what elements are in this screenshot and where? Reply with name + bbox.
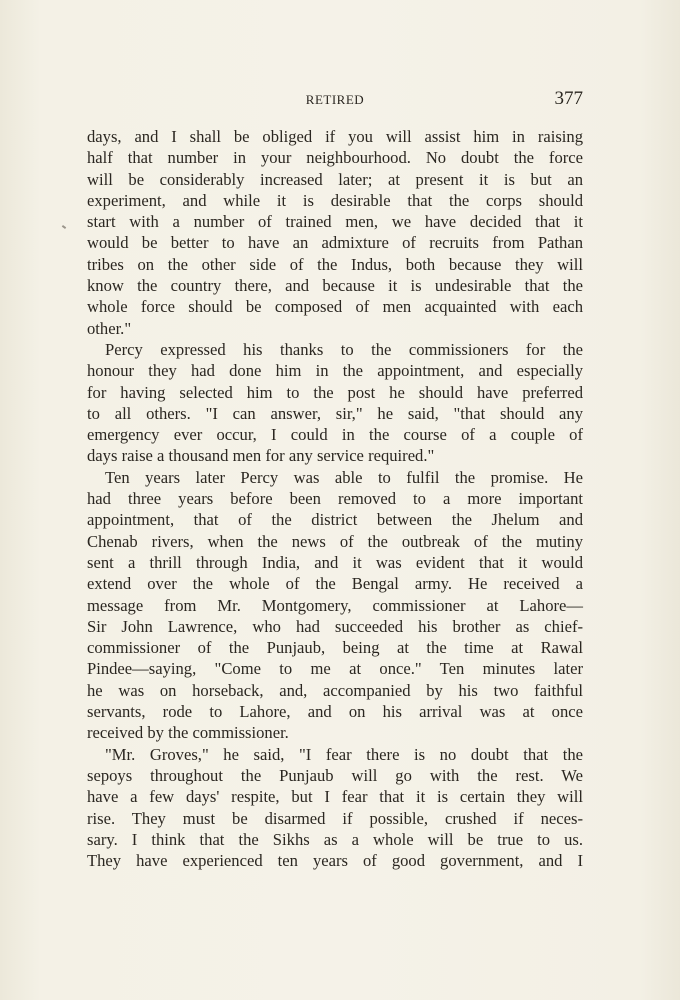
- text-line: would be better to have an admixture of recruits from Pathan: [87, 233, 583, 253]
- text-line: servants, rode to Lahore, and on his arrival was at once: [87, 702, 583, 722]
- text-line: They have experienced ten years of good government, and I: [87, 851, 583, 871]
- paper-speck: [62, 225, 66, 229]
- text-line: extend over the whole of the Bengal army. He received a: [87, 574, 583, 594]
- running-head: RETIRED: [305, 92, 365, 107]
- paragraph: [87, 339, 583, 467]
- text-line: Chenab rivers, when the news of the outbreak of the mutiny: [87, 531, 583, 551]
- text-line: emergency ever occur, I could in the course of a couple of: [87, 425, 583, 445]
- text-line: commissioner of the Punjaub, being at the time at Rawal: [87, 638, 583, 658]
- text-line: whole force should be composed of men acquainted with each: [87, 297, 583, 317]
- page-header: [87, 88, 583, 112]
- text-line: Pindee—saying, "Come to me at once." Ten minutes later: [87, 659, 583, 679]
- text-line: sent a thrill through India, and it was evident that it would: [87, 552, 583, 572]
- text-line: sary. I think that the Sikhs as a whole will be true to us.: [87, 829, 583, 849]
- text-line: message from Mr. Montgomery, commissioner at Lahore—: [87, 595, 583, 615]
- text-line: appointment, that of the district between the Jhelum and: [87, 510, 583, 530]
- paragraph: [87, 744, 583, 872]
- text-line: start with a number of trained men, we have decided that it: [87, 212, 583, 232]
- text-line: honour they had done him in the appointment, and especially: [87, 361, 583, 381]
- paragraph: [87, 467, 583, 744]
- text-line: had three years before been removed to a more important: [87, 489, 583, 509]
- text-line: will be considerably increased later; at present it is but an: [87, 169, 583, 189]
- text-line: half that number in your neighbourhood. No doubt the force: [87, 148, 583, 168]
- text-line: Ten years later Percy was able to fulfil the promise. He: [105, 467, 583, 487]
- text-line: tribes on the other side of the Indus, both because they will: [87, 254, 583, 274]
- text-line: other.": [87, 318, 132, 338]
- page-number: 377: [554, 88, 583, 109]
- text-line: experiment, and while it is desirable that the corps should: [87, 190, 583, 210]
- paragraph: [87, 126, 583, 339]
- text-line: rise. They must be disarmed if possible, crushed if neces-: [87, 808, 583, 828]
- text-line: days, and I shall be obliged if you will assist him in raising: [87, 127, 583, 146]
- text-line: he was on horseback, and, accompanied by his two faithful: [87, 680, 583, 700]
- text-line: know the country there, and because it is undesirable that the: [87, 276, 583, 296]
- text-line: have a few days' respite, but I fear that it is certain they will: [87, 787, 583, 807]
- text-line: to all others. "I can answer, sir," he said, "that should any: [87, 403, 583, 423]
- text-line: for having selected him to the post he should have preferred: [87, 382, 583, 402]
- text-line: Sir John Lawrence, who had succeeded his brother as chief-: [87, 616, 583, 636]
- text-line: received by the commissioner.: [87, 723, 289, 743]
- text-line: days raise a thousand men for any service required.": [87, 446, 435, 466]
- text-line: "Mr. Groves," he said, "I fear there is no doubt that the: [105, 744, 583, 764]
- text-line: Percy expressed his thanks to the commissioners for the: [105, 339, 583, 359]
- body-text: [87, 126, 583, 871]
- text-line: sepoys throughout the Punjaub will go with the rest. We: [87, 765, 583, 785]
